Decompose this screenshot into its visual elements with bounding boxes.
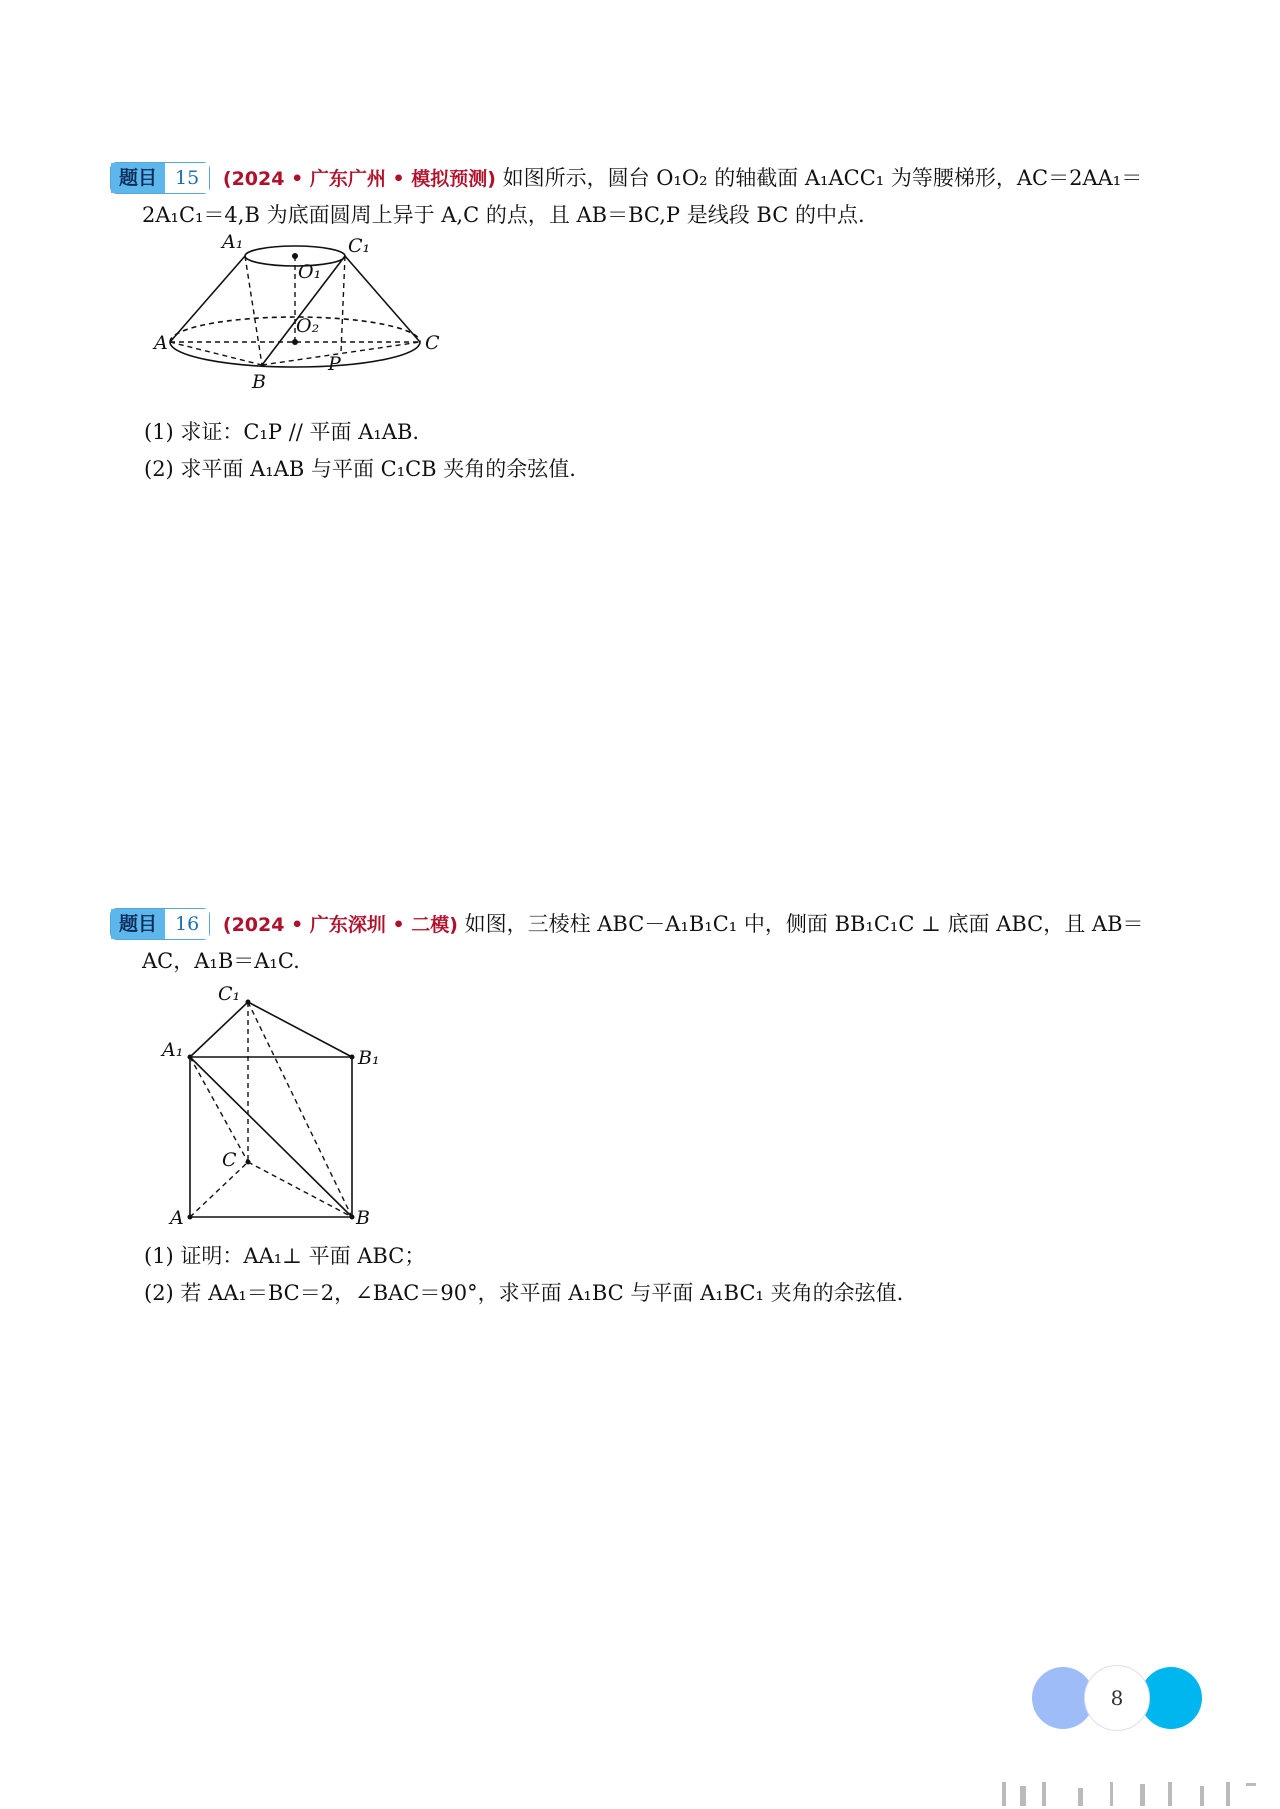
point-O1 [292, 253, 298, 259]
edge-AA1 [170, 256, 245, 342]
point-A1 [188, 1055, 193, 1060]
label-A1: A₁ [162, 1039, 184, 1061]
bottom-ellipse-front [170, 342, 420, 367]
label-C: C [425, 332, 440, 354]
seg-A1B [245, 256, 262, 365]
point-C [246, 1160, 251, 1165]
prism-figure [160, 982, 400, 1232]
seg-C1B [248, 1002, 352, 1217]
point-C1 [246, 1000, 251, 1005]
seg-A1C [190, 1057, 248, 1162]
problem-source: (2024 • 广东深圳 • 二模) [222, 914, 458, 936]
problem-16 [110, 906, 1170, 979]
point-O2 [292, 339, 298, 345]
seg-C1P [341, 256, 345, 352]
label-P: P [328, 353, 341, 375]
problem-16-question-1: (1) 证明：AA₁⊥ 平面 ABC； [144, 1244, 426, 1268]
problem-text: 如图所示，圆台 O₁O₂ 的轴截面 A₁ACC₁ 为等腰梯形，AC＝2AA₁＝ [502, 166, 1143, 190]
tag-number: 16 [165, 909, 209, 939]
point-A [188, 1215, 193, 1220]
problem-16-line-2: AC，A₁B＝A₁C. [142, 949, 300, 973]
problem-15-question-1: (1) 求证：C₁P // 平面 A₁AB. [144, 420, 420, 444]
label-O2: O₂ [296, 315, 320, 337]
label-B1: B₁ [358, 1047, 380, 1069]
tag-label: 题目 [111, 909, 165, 939]
problem-16-line-1 [110, 906, 1170, 943]
label-B: B [356, 1207, 370, 1229]
problem-tag [110, 908, 210, 940]
seg-BC [262, 342, 420, 365]
edge-A1C1 [190, 1002, 248, 1057]
tag-number: 15 [165, 163, 209, 193]
bottom-marks [990, 1778, 1260, 1806]
edge-AC [190, 1162, 248, 1217]
problem-16-question-2: (2) 若 AA₁＝BC＝2，∠BAC＝90°，求平面 A₁BC 与平面 A₁BC₁ 夹角的余弦值. [144, 1281, 904, 1305]
point-B1 [350, 1055, 355, 1060]
label-O1: O₁ [298, 261, 322, 283]
page-number: 8 [1110, 1686, 1124, 1710]
problem-source: (2024 • 广东广州 • 模拟预测) [222, 168, 496, 190]
label-B: B [252, 371, 266, 393]
tag-label: 题目 [111, 163, 165, 193]
problem-15-line-2: 2A₁C₁＝4,B 为底面圆周上异于 A,C 的点，且 AB＝BC,P 是线段 BC 的中点. [142, 203, 865, 227]
label-C1: C₁ [218, 983, 241, 1005]
edge-CB [248, 1162, 352, 1217]
point-B [350, 1215, 355, 1220]
problem-15-question-2: (2) 求平面 A₁AB 与平面 C₁CB 夹角的余弦值. [144, 457, 576, 481]
label-C1: C₁ [348, 235, 371, 257]
seg-A1B [190, 1057, 352, 1217]
label-A: A [154, 332, 168, 354]
page-number-badge [1032, 1665, 1222, 1731]
edge-C1B1 [248, 1002, 352, 1057]
problem-text: 如图，三棱柱 ABC－A₁B₁C₁ 中，侧面 BB₁C₁C ⊥ 底面 ABC，且 AB＝ [464, 912, 1144, 936]
problem-tag [110, 162, 210, 194]
frustum-figure [154, 231, 450, 412]
edge-CC1 [345, 256, 420, 342]
label-A1: A₁ [222, 231, 244, 253]
problem-15 [110, 160, 1170, 233]
label-A: A [170, 1207, 184, 1229]
label-C: C [222, 1149, 237, 1171]
problem-15-line-1 [110, 160, 1170, 197]
